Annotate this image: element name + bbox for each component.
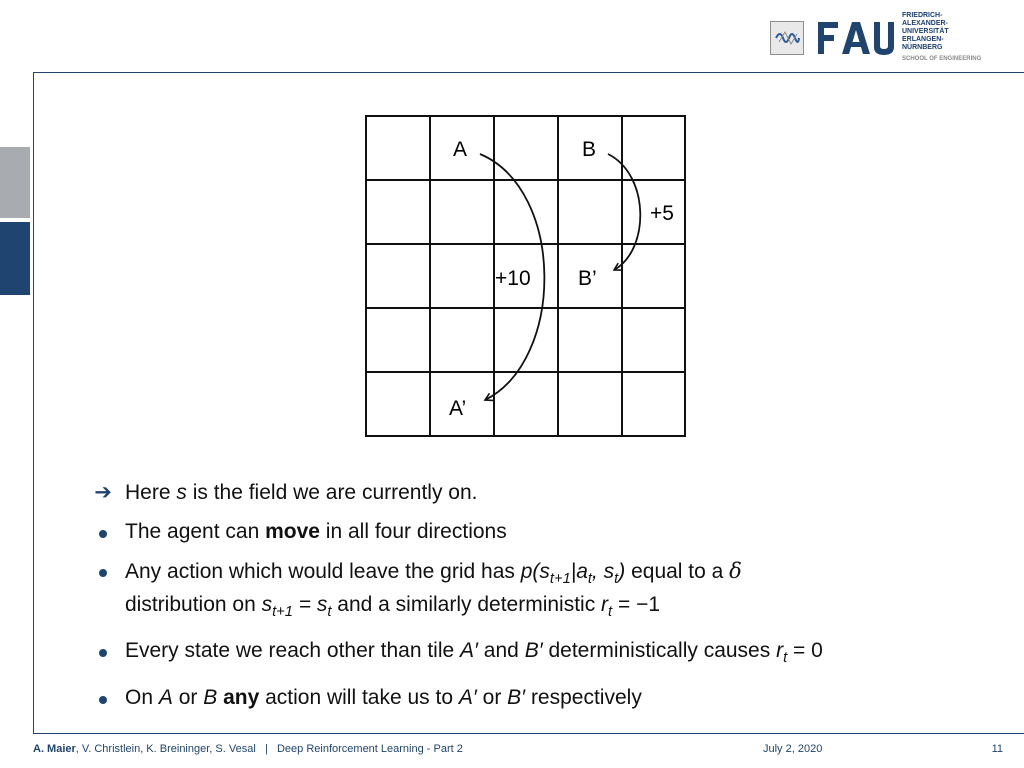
bullet-3: [88, 558, 823, 625]
b5-mid: action will take us to: [259, 685, 459, 709]
bullet-list: [88, 480, 823, 724]
dot-bullet-icon: [88, 685, 118, 711]
b5-b2: B′: [507, 685, 526, 709]
side-tab-blue: [0, 222, 30, 295]
bullet-5: [88, 685, 823, 711]
footer-page-number: 11: [991, 743, 1003, 755]
b4-b: B′: [524, 639, 543, 663]
b5-bold: any: [223, 685, 260, 709]
lme-logo: [770, 21, 804, 55]
b2-pre: The agent can: [125, 520, 266, 543]
footer-date: July 2, 2020: [763, 743, 823, 755]
bullet-2: [88, 519, 823, 545]
bullet-4: [88, 638, 823, 671]
waveform-icon: [771, 22, 803, 54]
b5-a: A: [158, 685, 173, 709]
b5-a2: A′: [458, 685, 477, 709]
fau-line-1: FRIEDRICH-ALEXANDER-: [902, 12, 948, 27]
b5-or: or: [172, 685, 204, 709]
b5-pre: On: [125, 685, 159, 709]
b3-formula: $p(s_{t+1}|a_t$, $s_t$): [520, 560, 626, 588]
b4-and: and: [477, 639, 525, 663]
b3-formula-2: $s_{t+1} = s_t$: [261, 593, 332, 621]
gridworld-diagram: [360, 110, 690, 440]
footer-separator: |: [264, 743, 268, 755]
dot-bullet-icon: [88, 519, 118, 545]
b5-post: respectively: [525, 685, 642, 709]
arrow-bullet-icon: ➔: [94, 481, 112, 504]
footer-title: Deep Reinforcement Learning - Part 2: [276, 743, 463, 755]
fau-line-3: ERLANGEN-NÜRNBERG: [902, 36, 944, 51]
reward-b: +5: [650, 202, 674, 225]
b1-post: is the field we are currently on.: [186, 481, 478, 504]
b3-formula-3: $r_t = -1$: [601, 593, 661, 621]
label-a: A: [453, 138, 468, 161]
b3-mid: equal to a: [625, 560, 730, 583]
b3-line2-mid: and a similarly deterministic: [331, 593, 602, 617]
reward-a: +10: [495, 267, 531, 290]
fau-school: SCHOOL OF ENGINEERING: [902, 56, 982, 62]
fau-line-2: UNIVERSITÄT: [902, 28, 949, 35]
dot-bullet-icon: [88, 558, 118, 584]
b1-var: s: [176, 481, 187, 504]
bullet-1: [88, 480, 823, 506]
b2-post: in all four directions: [319, 520, 507, 543]
arrow-b-to-b-prime: [608, 154, 640, 270]
b4-a: A′: [460, 639, 478, 663]
label-a-prime: A’: [449, 397, 467, 420]
fau-logo: [818, 20, 896, 56]
dot-bullet-icon: [88, 638, 118, 664]
label-b-prime: B’: [578, 267, 597, 290]
footer-authors: A. Maier, V. Christlein, K. Breininger, S. Vesal | Deep Reinforcement Learning - Part 2: [33, 743, 463, 755]
side-tab-gray: [0, 147, 30, 218]
b3-pre: Any action which would leave the grid has: [125, 560, 521, 583]
b4-formula: $r_t = 0$: [776, 639, 823, 667]
b1-pre: Here: [125, 481, 177, 504]
b3-line2-pre: distribution on: [125, 593, 262, 617]
b5-or2: or: [476, 685, 508, 709]
b4-post: deterministically causes: [542, 639, 777, 663]
b3-delta: δ: [729, 559, 742, 583]
b5-b: B: [203, 685, 218, 709]
header-logos: [770, 12, 984, 63]
fau-wordmark: [902, 12, 984, 63]
b4-pre: Every state we reach other than tile: [125, 639, 461, 663]
label-b: B: [582, 138, 597, 161]
b2-bold: move: [265, 520, 320, 543]
